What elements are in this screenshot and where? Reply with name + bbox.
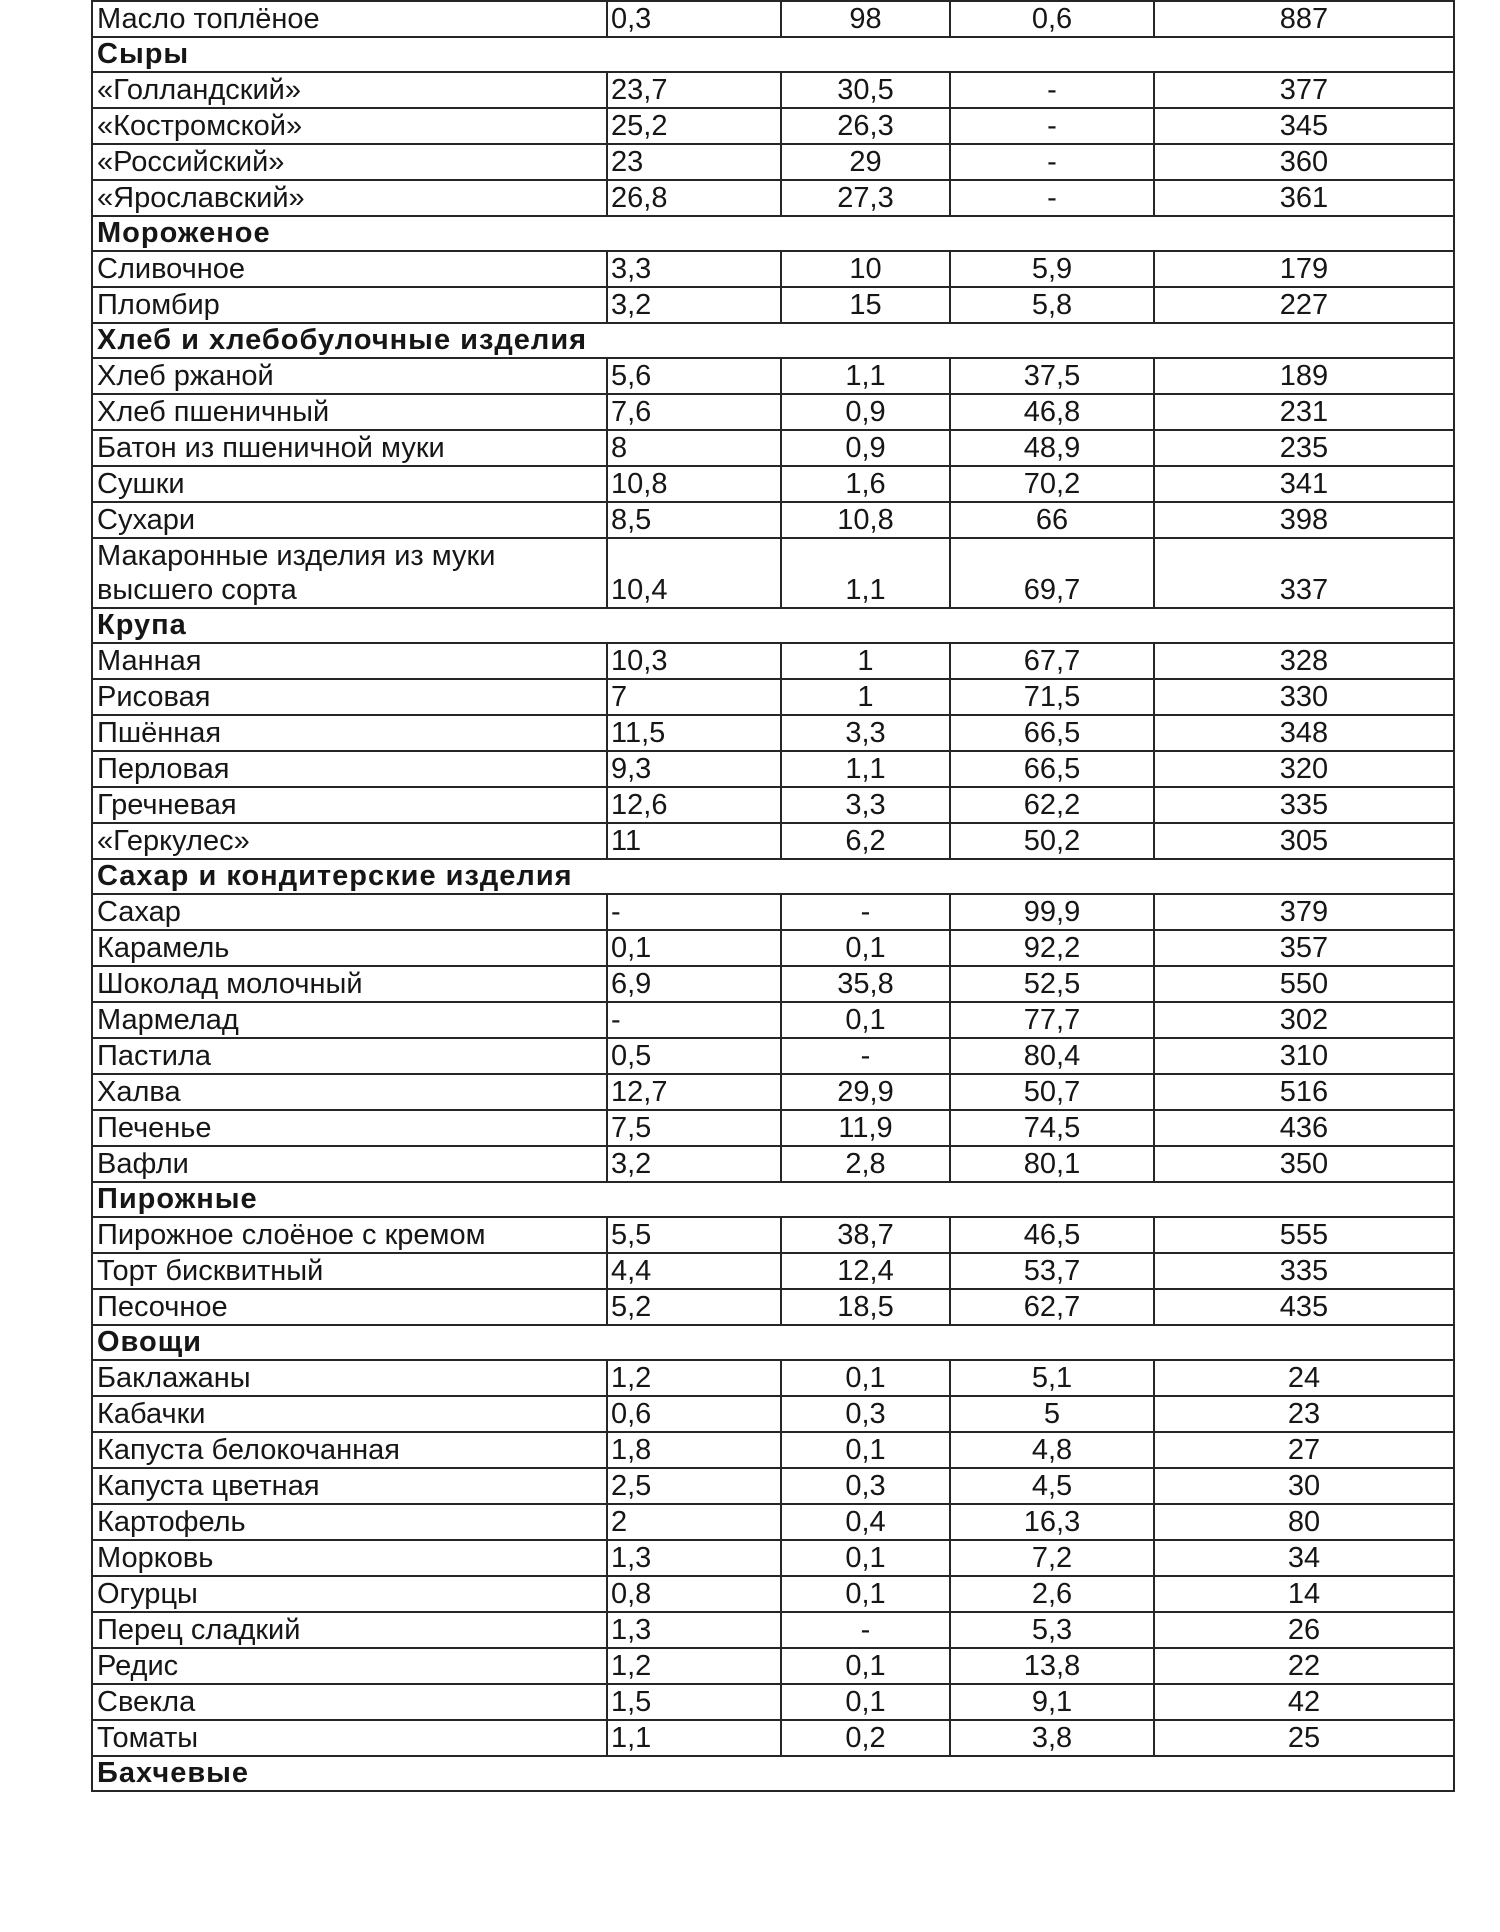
product-name-cell: Сушки [92, 466, 607, 502]
kcal-cell: 345 [1154, 108, 1454, 144]
table-row [92, 1146, 1454, 1182]
category-row [92, 37, 1454, 72]
category-title: Пирожные [92, 1182, 1454, 1217]
kcal-cell: 379 [1154, 894, 1454, 930]
protein-cell: 9,3 [607, 751, 781, 787]
product-name-cell: «Костромской» [92, 108, 607, 144]
protein-cell: 12,7 [607, 1074, 781, 1110]
kcal-cell: 305 [1154, 823, 1454, 859]
protein-cell: 1,8 [607, 1432, 781, 1468]
fat-cell: 0,1 [781, 1540, 950, 1576]
kcal-cell: 550 [1154, 966, 1454, 1002]
kcal-cell: 24 [1154, 1360, 1454, 1396]
protein-cell: 3,3 [607, 251, 781, 287]
product-name-cell: Хлеб пшеничный [92, 394, 607, 430]
product-name-cell: Перловая [92, 751, 607, 787]
table-row [92, 1504, 1454, 1540]
fat-cell: 0,2 [781, 1720, 950, 1756]
kcal-cell: 435 [1154, 1289, 1454, 1325]
product-name-cell: Макаронные изделия из муки высшего сорта [92, 538, 607, 608]
fat-cell: 0,9 [781, 394, 950, 430]
kcal-cell: 25 [1154, 1720, 1454, 1756]
protein-cell: 10,3 [607, 643, 781, 679]
kcal-cell: 235 [1154, 430, 1454, 466]
carbs-cell: 46,5 [950, 1217, 1154, 1253]
product-name-cell: Масло топлёное [92, 1, 607, 37]
fat-cell: - [781, 1612, 950, 1648]
table-row [92, 1002, 1454, 1038]
fat-cell: 12,4 [781, 1253, 950, 1289]
product-name-cell: Торт бисквитный [92, 1253, 607, 1289]
carbs-cell: 62,7 [950, 1289, 1154, 1325]
protein-cell: 1,2 [607, 1648, 781, 1684]
kcal-cell: 887 [1154, 1, 1454, 37]
category-row [92, 1756, 1454, 1791]
table-row [92, 251, 1454, 287]
fat-cell: 0,1 [781, 1360, 950, 1396]
carbs-cell: 70,2 [950, 466, 1154, 502]
product-name-cell: «Голландский» [92, 72, 607, 108]
table-row [92, 502, 1454, 538]
table-row [92, 1684, 1454, 1720]
product-name-cell: Пастила [92, 1038, 607, 1074]
table-row [92, 1432, 1454, 1468]
carbs-cell: 46,8 [950, 394, 1154, 430]
kcal-cell: 310 [1154, 1038, 1454, 1074]
table-row [92, 358, 1454, 394]
product-name-cell: Сухари [92, 502, 607, 538]
carbs-cell: 67,7 [950, 643, 1154, 679]
protein-cell: 7,6 [607, 394, 781, 430]
product-name-cell: Шоколад молочный [92, 966, 607, 1002]
table-row [92, 1038, 1454, 1074]
carbs-cell: 66,5 [950, 751, 1154, 787]
carbs-cell: 62,2 [950, 787, 1154, 823]
fat-cell: 1,1 [781, 538, 950, 608]
product-name-cell: Пломбир [92, 287, 607, 323]
carbs-cell: 5,8 [950, 287, 1154, 323]
category-title: Хлеб и хлебобулочные изделия [92, 323, 1454, 358]
carbs-cell: 16,3 [950, 1504, 1154, 1540]
protein-cell: 23 [607, 144, 781, 180]
protein-cell: 5,6 [607, 358, 781, 394]
category-row [92, 859, 1454, 894]
table-row [92, 394, 1454, 430]
kcal-cell: 337 [1154, 538, 1454, 608]
protein-cell: 0,3 [607, 1, 781, 37]
carbs-cell: 0,6 [950, 1, 1154, 37]
fat-cell: 10,8 [781, 502, 950, 538]
category-row [92, 1325, 1454, 1360]
fat-cell: 0,1 [781, 1002, 950, 1038]
carbs-cell: 52,5 [950, 966, 1154, 1002]
kcal-cell: 34 [1154, 1540, 1454, 1576]
carbs-cell: 9,1 [950, 1684, 1154, 1720]
table-row [92, 787, 1454, 823]
protein-cell: 23,7 [607, 72, 781, 108]
kcal-cell: 30 [1154, 1468, 1454, 1504]
carbs-cell: 13,8 [950, 1648, 1154, 1684]
fat-cell: 27,3 [781, 180, 950, 216]
fat-cell: 10 [781, 251, 950, 287]
carbs-cell: 53,7 [950, 1253, 1154, 1289]
fat-cell: 0,1 [781, 1684, 950, 1720]
table-row [92, 287, 1454, 323]
carbs-cell: 71,5 [950, 679, 1154, 715]
kcal-cell: 436 [1154, 1110, 1454, 1146]
fat-cell: 0,1 [781, 1576, 950, 1612]
table-row [92, 1648, 1454, 1684]
kcal-cell: 23 [1154, 1396, 1454, 1432]
carbs-cell: 5,9 [950, 251, 1154, 287]
product-name-cell: Карамель [92, 930, 607, 966]
carbs-cell: 3,8 [950, 1720, 1154, 1756]
protein-cell: 10,8 [607, 466, 781, 502]
table-row [92, 430, 1454, 466]
fat-cell: 98 [781, 1, 950, 37]
protein-cell: 11 [607, 823, 781, 859]
table-row [92, 144, 1454, 180]
kcal-cell: 14 [1154, 1576, 1454, 1612]
kcal-cell: 348 [1154, 715, 1454, 751]
carbs-cell: 4,8 [950, 1432, 1154, 1468]
category-title: Сыры [92, 37, 1454, 72]
protein-cell: 2,5 [607, 1468, 781, 1504]
kcal-cell: 350 [1154, 1146, 1454, 1182]
product-name-cell: Сахар [92, 894, 607, 930]
table-row [92, 679, 1454, 715]
table-row [92, 466, 1454, 502]
product-name-cell: Пирожное слоёное с кремом [92, 1217, 607, 1253]
carbs-cell: - [950, 180, 1154, 216]
protein-cell: 8,5 [607, 502, 781, 538]
carbs-cell: 37,5 [950, 358, 1154, 394]
table-row [92, 1360, 1454, 1396]
carbs-cell: 50,7 [950, 1074, 1154, 1110]
carbs-cell: 74,5 [950, 1110, 1154, 1146]
table-row [92, 823, 1454, 859]
protein-cell: 0,1 [607, 930, 781, 966]
table-row [92, 1217, 1454, 1253]
kcal-cell: 330 [1154, 679, 1454, 715]
kcal-cell: 341 [1154, 466, 1454, 502]
table-row [92, 538, 1454, 608]
fat-cell: 0,3 [781, 1396, 950, 1432]
category-title: Крупа [92, 608, 1454, 643]
table-row [92, 1396, 1454, 1432]
protein-cell: 3,2 [607, 287, 781, 323]
product-name-cell: Рисовая [92, 679, 607, 715]
table-row [92, 966, 1454, 1002]
protein-cell: 1,3 [607, 1612, 781, 1648]
kcal-cell: 26 [1154, 1612, 1454, 1648]
kcal-cell: 302 [1154, 1002, 1454, 1038]
product-name-cell: Редис [92, 1648, 607, 1684]
kcal-cell: 360 [1154, 144, 1454, 180]
kcal-cell: 27 [1154, 1432, 1454, 1468]
carbs-cell: 69,7 [950, 538, 1154, 608]
product-name-cell: Гречневая [92, 787, 607, 823]
table-row [92, 180, 1454, 216]
kcal-cell: 231 [1154, 394, 1454, 430]
protein-cell: 10,4 [607, 538, 781, 608]
table-row [92, 1110, 1454, 1146]
fat-cell: 1 [781, 679, 950, 715]
product-name-cell: Перец сладкий [92, 1612, 607, 1648]
kcal-cell: 320 [1154, 751, 1454, 787]
fat-cell: 15 [781, 287, 950, 323]
product-name-cell: Томаты [92, 1720, 607, 1756]
carbs-cell: 48,9 [950, 430, 1154, 466]
kcal-cell: 377 [1154, 72, 1454, 108]
kcal-cell: 22 [1154, 1648, 1454, 1684]
category-row [92, 323, 1454, 358]
fat-cell: 29,9 [781, 1074, 950, 1110]
table-row [92, 1576, 1454, 1612]
kcal-cell: 361 [1154, 180, 1454, 216]
table-row [92, 108, 1454, 144]
protein-cell: 8 [607, 430, 781, 466]
fat-cell: 29 [781, 144, 950, 180]
kcal-cell: 555 [1154, 1217, 1454, 1253]
kcal-cell: 179 [1154, 251, 1454, 287]
table-row [92, 715, 1454, 751]
carbs-cell: 99,9 [950, 894, 1154, 930]
product-name-cell: Пшённая [92, 715, 607, 751]
fat-cell: 0,1 [781, 1432, 950, 1468]
protein-cell: 11,5 [607, 715, 781, 751]
protein-cell: 0,8 [607, 1576, 781, 1612]
fat-cell: - [781, 894, 950, 930]
protein-cell: 25,2 [607, 108, 781, 144]
carbs-cell: 77,7 [950, 1002, 1154, 1038]
carbs-cell: 66 [950, 502, 1154, 538]
carbs-cell: 4,5 [950, 1468, 1154, 1504]
carbs-cell: 80,1 [950, 1146, 1154, 1182]
protein-cell: 1,1 [607, 1720, 781, 1756]
protein-cell: 6,9 [607, 966, 781, 1002]
product-name-cell: Манная [92, 643, 607, 679]
product-name-cell: Песочное [92, 1289, 607, 1325]
table-row [92, 1253, 1454, 1289]
fat-cell: 35,8 [781, 966, 950, 1002]
table-row [92, 72, 1454, 108]
fat-cell: 1,1 [781, 751, 950, 787]
fat-cell: - [781, 1038, 950, 1074]
product-name-cell: Кабачки [92, 1396, 607, 1432]
carbs-cell: - [950, 72, 1154, 108]
category-row [92, 1182, 1454, 1217]
fat-cell: 1 [781, 643, 950, 679]
category-title: Сахар и кондитерские изделия [92, 859, 1454, 894]
protein-cell: 1,3 [607, 1540, 781, 1576]
kcal-cell: 516 [1154, 1074, 1454, 1110]
product-name-cell: Морковь [92, 1540, 607, 1576]
table-row [92, 1540, 1454, 1576]
fat-cell: 38,7 [781, 1217, 950, 1253]
kcal-cell: 357 [1154, 930, 1454, 966]
product-name-cell: Капуста белокочанная [92, 1432, 607, 1468]
protein-cell: - [607, 1002, 781, 1038]
product-name-cell: Баклажаны [92, 1360, 607, 1396]
fat-cell: 2,8 [781, 1146, 950, 1182]
fat-cell: 0,1 [781, 930, 950, 966]
product-name-cell: «Ярославский» [92, 180, 607, 216]
fat-cell: 18,5 [781, 1289, 950, 1325]
product-name-cell: Вафли [92, 1146, 607, 1182]
kcal-cell: 398 [1154, 502, 1454, 538]
product-name-cell: Мармелад [92, 1002, 607, 1038]
category-title: Бахчевые [92, 1756, 1454, 1791]
table-row [92, 1612, 1454, 1648]
carbs-cell: 5 [950, 1396, 1154, 1432]
product-name-cell: Халва [92, 1074, 607, 1110]
protein-cell: 0,6 [607, 1396, 781, 1432]
carbs-cell: - [950, 108, 1154, 144]
kcal-cell: 189 [1154, 358, 1454, 394]
table-row [92, 1289, 1454, 1325]
table-row [92, 1720, 1454, 1756]
product-name-cell: Картофель [92, 1504, 607, 1540]
table-row [92, 751, 1454, 787]
category-title: Овощи [92, 1325, 1454, 1360]
carbs-cell: 50,2 [950, 823, 1154, 859]
protein-cell: 3,2 [607, 1146, 781, 1182]
product-name-cell: Батон из пшеничной муки [92, 430, 607, 466]
kcal-cell: 335 [1154, 1253, 1454, 1289]
nutrition-table [91, 0, 1455, 1792]
kcal-cell: 42 [1154, 1684, 1454, 1720]
table-row [92, 930, 1454, 966]
kcal-cell: 227 [1154, 287, 1454, 323]
product-name-cell: «Российский» [92, 144, 607, 180]
product-name-cell: «Геркулес» [92, 823, 607, 859]
protein-cell: 4,4 [607, 1253, 781, 1289]
kcal-cell: 335 [1154, 787, 1454, 823]
protein-cell: - [607, 894, 781, 930]
carbs-cell: 80,4 [950, 1038, 1154, 1074]
protein-cell: 7 [607, 679, 781, 715]
product-name-cell: Капуста цветная [92, 1468, 607, 1504]
carbs-cell: - [950, 144, 1154, 180]
protein-cell: 12,6 [607, 787, 781, 823]
fat-cell: 3,3 [781, 787, 950, 823]
fat-cell: 26,3 [781, 108, 950, 144]
fat-cell: 0,9 [781, 430, 950, 466]
category-row [92, 216, 1454, 251]
fat-cell: 3,3 [781, 715, 950, 751]
carbs-cell: 66,5 [950, 715, 1154, 751]
category-title: Мороженое [92, 216, 1454, 251]
fat-cell: 0,3 [781, 1468, 950, 1504]
table-row [92, 1468, 1454, 1504]
fat-cell: 1,1 [781, 358, 950, 394]
kcal-cell: 80 [1154, 1504, 1454, 1540]
carbs-cell: 2,6 [950, 1576, 1154, 1612]
carbs-cell: 5,3 [950, 1612, 1154, 1648]
table-body [92, 1, 1454, 1791]
fat-cell: 0,1 [781, 1648, 950, 1684]
protein-cell: 1,5 [607, 1684, 781, 1720]
fat-cell: 30,5 [781, 72, 950, 108]
protein-cell: 5,5 [607, 1217, 781, 1253]
protein-cell: 1,2 [607, 1360, 781, 1396]
kcal-cell: 328 [1154, 643, 1454, 679]
protein-cell: 7,5 [607, 1110, 781, 1146]
protein-cell: 2 [607, 1504, 781, 1540]
table-row [92, 1, 1454, 37]
table-row [92, 894, 1454, 930]
product-name-cell: Печенье [92, 1110, 607, 1146]
product-name-cell: Сливочное [92, 251, 607, 287]
category-row [92, 608, 1454, 643]
table-row [92, 643, 1454, 679]
carbs-cell: 92,2 [950, 930, 1154, 966]
protein-cell: 0,5 [607, 1038, 781, 1074]
product-name-cell: Хлеб ржаной [92, 358, 607, 394]
fat-cell: 6,2 [781, 823, 950, 859]
carbs-cell: 7,2 [950, 1540, 1154, 1576]
fat-cell: 0,4 [781, 1504, 950, 1540]
product-name-cell: Огурцы [92, 1576, 607, 1612]
fat-cell: 11,9 [781, 1110, 950, 1146]
carbs-cell: 5,1 [950, 1360, 1154, 1396]
fat-cell: 1,6 [781, 466, 950, 502]
product-name-cell: Свекла [92, 1684, 607, 1720]
protein-cell: 5,2 [607, 1289, 781, 1325]
table-row [92, 1074, 1454, 1110]
protein-cell: 26,8 [607, 180, 781, 216]
